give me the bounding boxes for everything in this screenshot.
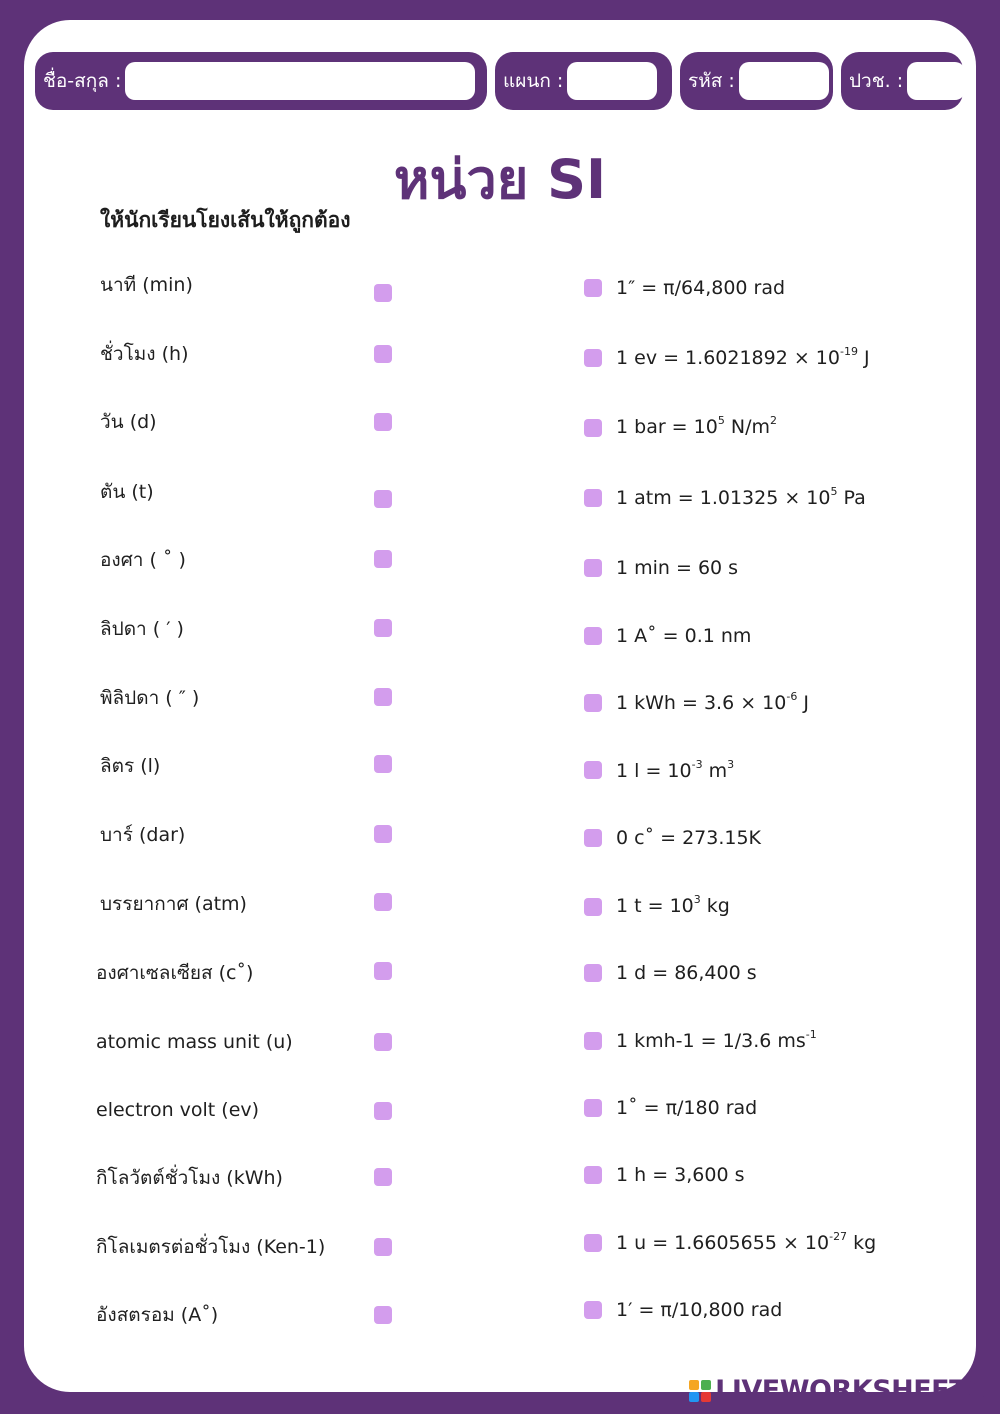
code-field-box <box>680 52 833 110</box>
left-match-dot-11[interactable] <box>374 962 392 980</box>
name-field-box <box>35 52 487 110</box>
left-term-3: วัน (d) <box>100 411 157 433</box>
left-match-dot-14[interactable] <box>374 1168 392 1186</box>
left-term-11: องศาเซลเซียส (c˚) <box>96 962 254 984</box>
left-term-5: องศา ( ˚ ) <box>100 549 186 571</box>
page-title: หน่วย SI <box>393 148 607 211</box>
right-match-dot-10[interactable] <box>584 898 602 916</box>
right-definition-10 <box>616 894 730 918</box>
right-definition-6-text: 1 A˚ = 0.1 nm <box>616 625 752 647</box>
left-match-dot-6[interactable] <box>374 619 392 637</box>
left-match-dot-15[interactable] <box>374 1238 392 1256</box>
right-definition-10-sup: 3 <box>693 892 701 906</box>
right-definition-16-text: 1′ = π/10,800 rad <box>616 1299 783 1321</box>
right-match-dot-13[interactable] <box>584 1099 602 1117</box>
right-definition-7-text: 1 kWh = 3.6 × 10 <box>616 692 787 714</box>
left-term-7: พิลิปดา ( ″ ) <box>100 687 200 709</box>
right-definition-7-sup: -6 <box>786 689 798 703</box>
left-term-14: กิโลวัตต์ชั่วโมง (kWh) <box>96 1167 283 1189</box>
left-match-dot-9[interactable] <box>374 825 392 843</box>
left-match-dot-1[interactable] <box>374 284 392 302</box>
liveworksheets-brand <box>689 1375 986 1406</box>
left-match-dot-13[interactable] <box>374 1102 392 1120</box>
level-label: ปวช. : <box>849 70 904 92</box>
right-definition-4-sup: 5 <box>830 484 838 498</box>
right-definition-9-text: 0 c˚ = 273.15K <box>616 827 762 849</box>
right-match-dot-8[interactable] <box>584 761 602 779</box>
level-input[interactable] <box>907 62 965 100</box>
left-match-dot-10[interactable] <box>374 893 392 911</box>
instruction-text: ให้นักเรียนโยงเส้นให้ถูกต้อง <box>100 208 351 232</box>
right-definition-14 <box>616 1163 745 1187</box>
right-definition-12-sup: -1 <box>805 1027 817 1041</box>
right-definition-2-text: 1 ev = 1.6021892 × 10 <box>616 347 840 369</box>
right-definition-4 <box>616 486 866 510</box>
right-match-dot-11[interactable] <box>584 964 602 982</box>
department-label: แผนก : <box>503 70 564 92</box>
right-definition-3 <box>616 415 777 439</box>
left-match-dot-4[interactable] <box>374 490 392 508</box>
right-definition-13 <box>616 1096 757 1120</box>
left-term-10: บรรยากาศ (atm) <box>100 893 247 915</box>
right-match-dot-7[interactable] <box>584 694 602 712</box>
right-definition-5-text: 1 min = 60 s <box>616 557 739 579</box>
left-term-8: ลิตร (l) <box>100 755 161 777</box>
right-definition-16 <box>616 1298 782 1322</box>
left-term-1: นาที (min) <box>100 274 193 296</box>
right-definition-3-sup: 5 <box>717 413 725 427</box>
left-term-15: กิโลเมตรต่อชั่วโมง (Ken-1) <box>96 1236 326 1258</box>
right-definition-14-text: 1 h = 3,600 s <box>616 1164 745 1186</box>
right-definition-10-tail: kg <box>700 895 730 917</box>
right-definition-1-text: 1″ = π/64,800 rad <box>616 277 786 299</box>
right-definition-2-tail: J <box>857 347 870 369</box>
left-match-dot-8[interactable] <box>374 755 392 773</box>
left-term-6: ลิปดา ( ′ ) <box>100 618 184 640</box>
left-match-dot-5[interactable] <box>374 550 392 568</box>
right-definition-10-text: 1 t = 10 <box>616 895 694 917</box>
right-match-dot-2[interactable] <box>584 349 602 367</box>
right-match-dot-3[interactable] <box>584 419 602 437</box>
level-field-box <box>841 52 963 110</box>
right-match-dot-5[interactable] <box>584 559 602 577</box>
right-definition-12 <box>616 1029 817 1053</box>
department-input[interactable] <box>567 62 657 100</box>
left-match-dot-12[interactable] <box>374 1033 392 1051</box>
right-match-dot-6[interactable] <box>584 627 602 645</box>
right-definition-3-text: 1 bar = 10 <box>616 416 718 438</box>
brand-text: LIVEWORKSHEETS <box>715 1375 986 1406</box>
left-match-dot-7[interactable] <box>374 688 392 706</box>
right-definition-7-tail: J <box>797 692 809 714</box>
department-field-box <box>495 52 672 110</box>
left-match-dot-2[interactable] <box>374 345 392 363</box>
right-match-dot-16[interactable] <box>584 1301 602 1319</box>
right-match-dot-14[interactable] <box>584 1166 602 1184</box>
left-term-16: อังสตรอม (A˚) <box>96 1304 219 1326</box>
liveworksheets-logo-icon <box>689 1380 711 1402</box>
right-definition-7 <box>616 691 809 715</box>
right-match-dot-15[interactable] <box>584 1234 602 1252</box>
right-definition-4-text: 1 atm = 1.01325 × 10 <box>616 487 831 509</box>
right-definition-8-sup2: 3 <box>727 757 735 771</box>
right-definition-12-text: 1 kmh-1 = 1/3.6 ms <box>616 1030 806 1052</box>
right-match-dot-1[interactable] <box>584 279 602 297</box>
right-definition-13-text: 1˚ = π/180 rad <box>616 1097 758 1119</box>
name-input[interactable] <box>125 62 475 100</box>
right-definition-9 <box>616 826 761 850</box>
left-match-dot-3[interactable] <box>374 413 392 431</box>
right-definition-8-sup: -3 <box>691 757 703 771</box>
right-definition-1 <box>616 276 785 300</box>
right-definition-8-text: 1 l = 10 <box>616 760 692 782</box>
right-definition-3-sup2: 2 <box>770 413 777 427</box>
right-match-dot-12[interactable] <box>584 1032 602 1050</box>
right-match-dot-9[interactable] <box>584 829 602 847</box>
code-label: รหัส : <box>688 70 735 92</box>
right-definition-11 <box>616 961 757 985</box>
name-label: ชื่อ-สกุล : <box>43 70 122 92</box>
left-term-13: electron volt (ev) <box>96 1099 260 1121</box>
left-term-12: atomic mass unit (u) <box>96 1031 293 1053</box>
right-definition-15-sup: -27 <box>829 1229 848 1243</box>
right-definition-8 <box>616 759 734 783</box>
left-term-9: บาร์ (dar) <box>100 824 186 846</box>
right-match-dot-4[interactable] <box>584 489 602 507</box>
right-definition-4-tail: Pa <box>837 487 866 509</box>
left-term-4: ตัน (t) <box>100 481 154 503</box>
right-definition-6 <box>616 624 751 648</box>
right-definition-8-tail: m <box>702 760 728 782</box>
right-definition-2 <box>616 346 870 370</box>
left-term-2: ชั่วโมง (h) <box>100 343 189 365</box>
right-definition-15-tail: kg <box>847 1232 877 1254</box>
right-definition-3-tail: N/m <box>724 416 770 438</box>
right-definition-15-text: 1 u = 1.6605655 × 10 <box>616 1232 830 1254</box>
left-match-dot-16[interactable] <box>374 1306 392 1324</box>
right-definition-15 <box>616 1231 876 1255</box>
right-definition-2-sup: -19 <box>839 344 858 358</box>
right-definition-5 <box>616 556 738 580</box>
right-definition-11-text: 1 d = 86,400 s <box>616 962 757 984</box>
code-input[interactable] <box>739 62 829 100</box>
